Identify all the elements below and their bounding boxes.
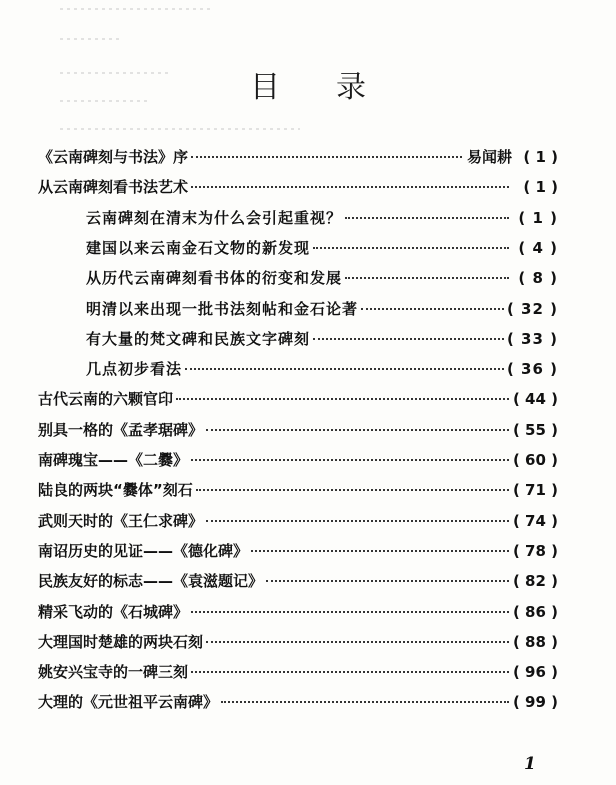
toc-entry-page-number: ( 4 ) xyxy=(518,238,558,257)
toc-entry-title: 云南碑刻在清末为什么会引起重视？ xyxy=(86,208,343,227)
toc-entry[interactable] xyxy=(38,631,558,655)
toc-entry-page-number: ( 36 ) xyxy=(506,360,558,379)
toc-entry-page-number: ( 55 ) xyxy=(512,420,558,439)
toc-entry-title: 别具一格的《孟孝琚碑》 xyxy=(38,420,204,439)
toc-entry-title: 武则天时的《王仁求碑》 xyxy=(38,511,204,530)
dot-leader xyxy=(206,429,509,431)
toc-entry-page-number: ( 71 ) xyxy=(512,481,558,500)
dot-leader xyxy=(361,308,504,310)
page-title: 目录 xyxy=(250,70,422,105)
dot-leader xyxy=(266,580,509,582)
toc-entry[interactable] xyxy=(38,146,558,170)
toc-entry-title: 建国以来云南金石文物的新发现 xyxy=(86,238,311,257)
toc-entry[interactable] xyxy=(86,358,558,382)
dot-leader xyxy=(191,459,509,461)
toc-entry-page-number: ( 32 ) xyxy=(506,299,558,318)
toc-entry-author: 易闻耕 xyxy=(466,148,512,166)
toc-entry-title: 古代云南的六颗官印 xyxy=(38,390,174,409)
toc-entry[interactable] xyxy=(38,661,558,685)
bleed-through-mark xyxy=(60,8,210,10)
toc-entry-page-number: ( 1 ) xyxy=(523,148,558,166)
toc-entry-page-number: ( 8 ) xyxy=(518,269,558,288)
toc-entry-title: 几点初步看法 xyxy=(86,360,183,379)
toc-entry-title: 大理的《元世祖平云南碑》 xyxy=(38,693,219,712)
page-number: 1 xyxy=(524,754,536,774)
toc-entry-title: 精采飞动的《石城碑》 xyxy=(38,602,189,621)
toc-entry[interactable] xyxy=(38,540,558,564)
dot-leader xyxy=(206,520,509,522)
dot-leader xyxy=(191,611,509,613)
toc-entry-title: 《云南碑刻与书法》序 xyxy=(38,148,189,166)
toc-entry-title: 大理国时楚雄的两块石刻 xyxy=(38,632,204,651)
toc-entry[interactable] xyxy=(38,176,558,200)
toc-entry-page-number: ( 88 ) xyxy=(512,632,558,651)
toc-entry-page-number: ( 74 ) xyxy=(512,511,558,530)
dot-leader xyxy=(221,701,509,703)
toc-entry[interactable] xyxy=(86,267,558,291)
toc-entry-page-number: ( 96 ) xyxy=(512,663,558,682)
toc-entry-page-number: ( 78 ) xyxy=(512,541,558,560)
dot-leader xyxy=(191,671,509,673)
dot-leader xyxy=(176,398,509,400)
toc-entry[interactable] xyxy=(38,419,558,443)
dot-leader xyxy=(313,338,504,340)
toc-entry[interactable] xyxy=(86,298,558,322)
dot-leader xyxy=(196,489,509,491)
toc-entry-page-number: ( 86 ) xyxy=(512,602,558,621)
toc-entry-title: 南碑瑰宝——《二爨》 xyxy=(38,451,189,469)
toc-entry-page-number: ( 99 ) xyxy=(512,693,558,712)
dot-leader xyxy=(185,368,504,370)
toc-entry-title: 明清以来出现一批书法刻帖和金石论著 xyxy=(86,299,359,318)
toc-entry-title: 从历代云南碑刻看书体的衍变和发展 xyxy=(86,269,343,288)
toc-entry[interactable] xyxy=(38,601,558,625)
toc-entry-title: 民族友好的标志——《袁滋题记》 xyxy=(38,572,264,591)
toc-entry[interactable] xyxy=(38,479,558,503)
bleed-through-mark xyxy=(60,128,300,130)
toc-entry-page-number: ( 1 ) xyxy=(523,178,558,197)
toc-entry-page-number: ( 1 ) xyxy=(518,208,558,227)
toc-entry[interactable] xyxy=(38,691,558,715)
toc-entry[interactable] xyxy=(86,207,558,231)
toc-entry-page-number: ( 82 ) xyxy=(512,572,558,591)
toc-entry[interactable] xyxy=(86,237,558,261)
toc-entry[interactable] xyxy=(38,449,558,473)
toc-entry[interactable] xyxy=(38,570,558,594)
toc-entry-page-number: ( 33 ) xyxy=(506,329,558,348)
dot-leader xyxy=(345,217,509,219)
toc-entry-title: 姚安兴宝寺的一碑三刻 xyxy=(38,663,189,682)
dot-leader xyxy=(345,277,509,279)
toc-entry-page-number: ( 44 ) xyxy=(512,390,558,409)
dot-leader xyxy=(191,186,509,188)
toc-entry-page-number: ( 60 ) xyxy=(512,451,558,469)
toc-entry-title: 从云南碑刻看书法艺术 xyxy=(38,178,189,197)
bleed-through-mark xyxy=(60,38,120,40)
toc-entry[interactable] xyxy=(86,328,558,352)
dot-leader xyxy=(251,550,509,552)
toc-entry-title: 南诏历史的见证——《德化碑》 xyxy=(38,541,249,560)
toc-entry[interactable] xyxy=(38,388,558,412)
toc-entry-title: 有大量的梵文碑和民族文字碑刻 xyxy=(86,329,311,348)
toc-entry[interactable] xyxy=(38,510,558,534)
toc-entry-title: 陆良的两块“爨体”刻石 xyxy=(38,481,193,500)
dot-leader xyxy=(191,156,462,158)
dot-leader xyxy=(206,641,509,643)
dot-leader xyxy=(313,247,509,249)
